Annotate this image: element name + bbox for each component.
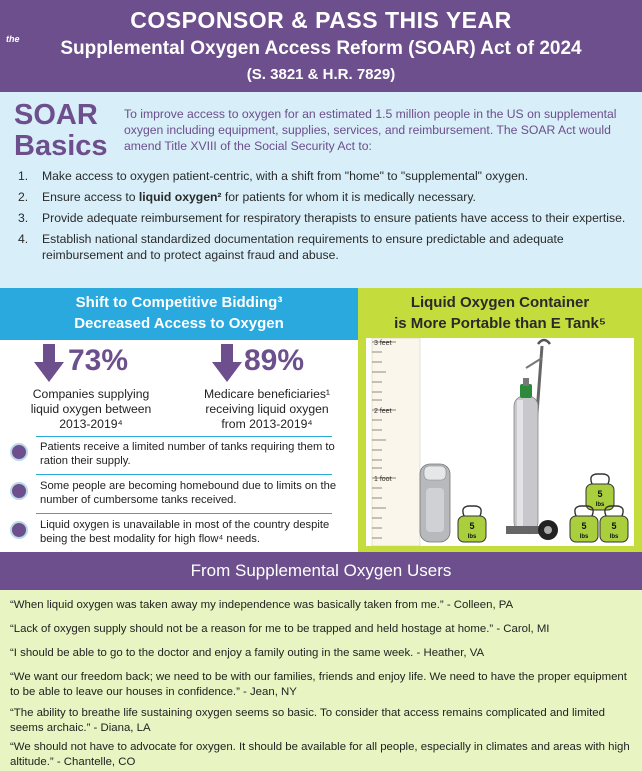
- bill-numbers: (S. 3821 & H.R. 7829): [246, 66, 396, 83]
- divider: [36, 474, 332, 475]
- bullet-icon: [10, 482, 28, 500]
- list-item: 1. Make access to oxygen patient-centric, with a shift from "home" to "supplemental" oxygen.: [18, 169, 529, 183]
- list-item: 2. Ensure access to liquid oxygen² for patients for whom it is medically necessary.: [18, 190, 476, 204]
- soar-basics-section: [0, 92, 642, 288]
- weight-icon: [570, 506, 598, 542]
- user-quote: “We should not have to advocate for oxygen. It should be available for all people, especially in climates and areas with high altitude.” - Chantelle, CO: [10, 741, 630, 768]
- user-quote: “I should be able to go to the doctor and enjoy a family outing in the same week. - Heather, VA: [10, 647, 485, 659]
- scale-label: 1 foot: [374, 476, 392, 483]
- svg-text:lbs: lbs: [595, 502, 605, 508]
- divider: [36, 513, 332, 514]
- svg-text:lbs: lbs: [467, 534, 477, 540]
- act-name: Supplemental Oxygen Access Reform (SOAR) Act of 2024: [60, 38, 582, 59]
- stat-description: Medicare beneficiaries¹ receiving liquid oxygen from 2013-2019⁴: [204, 387, 330, 431]
- user-quote: “We want our freedom back; we need to be with our families, friends and enjoy life. We need to have the proper equipment to be able to leave our houses in confidence.” - Jean, NY: [10, 671, 627, 698]
- header-title: COSPONSOR & PASS THIS YEAR: [130, 7, 512, 33]
- weight-icon: [600, 506, 628, 542]
- header-banner: [0, 0, 642, 92]
- user-quotes-section: [0, 590, 642, 771]
- competitive-bidding-panel: [0, 340, 358, 552]
- container-comparison-image: [366, 338, 634, 546]
- user-quote: “When liquid oxygen was taken away my independence was basically taken from me.” - Colleen, PA: [10, 599, 514, 611]
- list-item: 4. Establish national standardized documentation requirements to ensure predictable and adequate reimbursement and to protect against fraud and abuse.: [18, 232, 564, 262]
- e-tank-cart: [506, 340, 558, 540]
- oxygen-container-illustration: [366, 338, 634, 546]
- svg-text:5: 5: [581, 521, 587, 531]
- svg-text:5: 5: [611, 521, 617, 531]
- user-quote: “The ability to breathe life sustaining oxygen seems so basic. To consider that access remains complicated and limited seems archaic.” - Diana, LA: [10, 707, 605, 734]
- bullet-icon: [10, 521, 28, 539]
- svg-text:5: 5: [469, 521, 475, 531]
- svg-text:5: 5: [597, 489, 603, 499]
- bullet-icon: [10, 443, 28, 461]
- liquid-oxygen-container: [420, 464, 450, 542]
- soar-intro: To improve access to oxygen for an estimated 1.5 million people in the US on supplemental oxygen including equipment, supplies, services, and reimbursement. The SOAR Act would amend Title XVIII of the Social Security Act to:: [124, 107, 617, 153]
- down-arrow-icon: [212, 344, 242, 382]
- soar-basics-title: SOAR Basics: [14, 99, 108, 162]
- stat-description: Companies supplying liquid oxygen between 2013-2019⁴: [30, 387, 152, 431]
- users-section-title: From Supplemental Oxygen Users: [0, 552, 642, 590]
- list-item: Some people are becoming homebound due to limits on the number of cumbersome tanks received.: [10, 479, 350, 511]
- list-item: Patients receive a limited number of tanks requiring them to ration their supply.: [10, 440, 350, 472]
- svg-text:lbs: lbs: [609, 534, 619, 540]
- competitive-bidding-header: Shift to Competitive Bidding³ Decreased Access to Oxygen: [0, 288, 358, 340]
- list-item: Liquid oxygen is unavailable in most of the country despite being the best modality for high flow⁴ needs.: [10, 518, 350, 550]
- scale-label: 3 feet: [374, 340, 392, 347]
- svg-text:lbs: lbs: [579, 534, 589, 540]
- divider: [36, 436, 332, 437]
- goals-list: [18, 168, 630, 268]
- weight-icon: [458, 506, 486, 542]
- down-arrow-icon: [34, 344, 64, 382]
- scale-label: 2 feet: [374, 408, 392, 415]
- stat-percent: 73%: [68, 344, 129, 377]
- stat-percent: 89%: [244, 344, 305, 377]
- weight-icon: [586, 474, 614, 510]
- header-the: the: [6, 34, 20, 44]
- user-quote: “Lack of oxygen supply should not be a reason for me to be trapped and held hostage at home.” - Carol, MI: [10, 623, 550, 635]
- list-item: 3. Provide adequate reimbursement for respiratory therapists to ensure patients have access to their expertise.: [18, 211, 626, 225]
- liquid-oxygen-panel: Liquid Oxygen Container is More Portable than E Tank⁵ 3 feet 2 feet 1 foot 5 lbs 5 lbs 5 lbs 5 lbs: [358, 288, 642, 552]
